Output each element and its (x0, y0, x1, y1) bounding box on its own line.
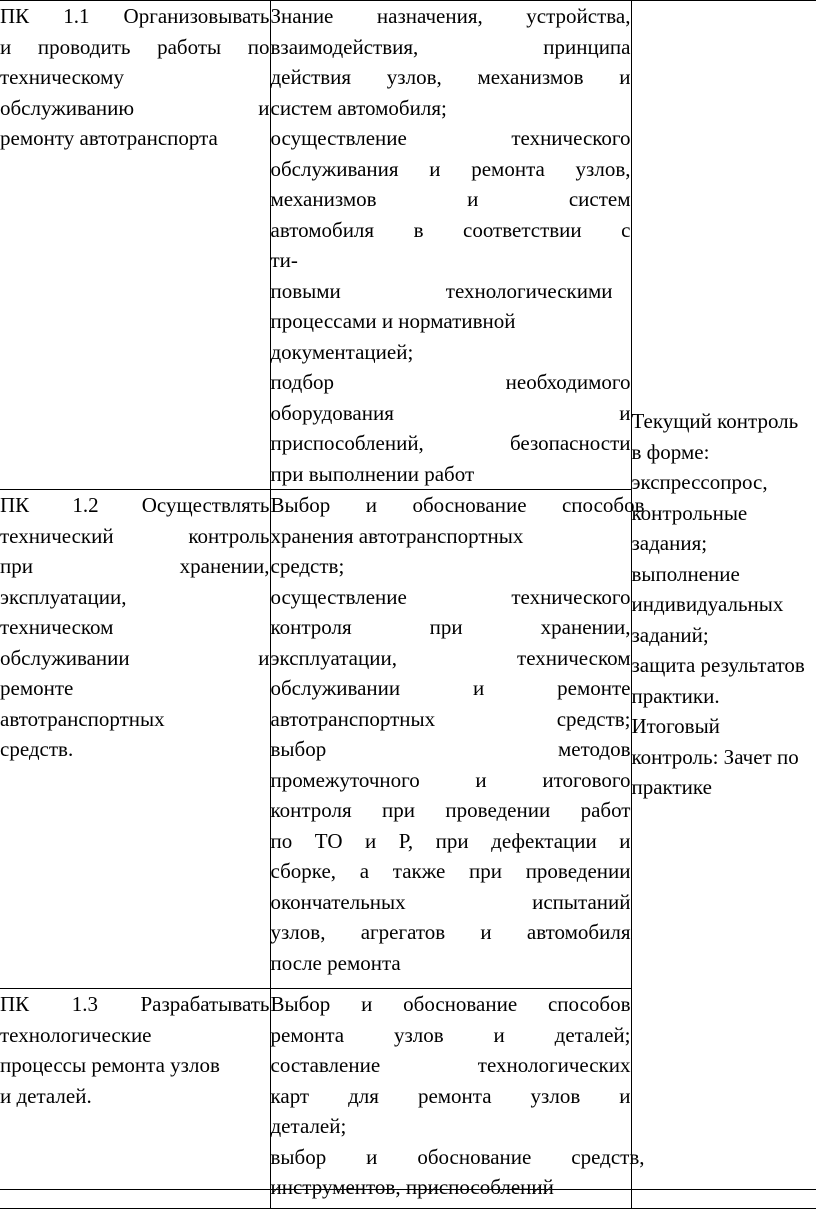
text-line: систем автомобиля; (270, 95, 447, 120)
text-line: в форме: (631, 439, 710, 464)
text-line: при выполнении работ (270, 461, 475, 486)
text-line: практики. (631, 683, 720, 708)
text-line: Знание назначения, устройства, (270, 4, 631, 28)
text-line: контрольные (631, 500, 748, 525)
text-line: экспрессопрос, (631, 470, 768, 495)
text-line: ремонте (0, 676, 74, 700)
text-line: автотранспортных (0, 706, 165, 731)
text-line: процессами и нормативной (270, 309, 516, 333)
text-line: практике (631, 775, 712, 800)
text-line: ПК 1.2 Осуществлять (0, 493, 270, 517)
text-line: Выбор и обоснование способов (270, 493, 645, 517)
text-line: ти- (270, 248, 298, 272)
text-line: при хранении, (0, 554, 270, 578)
content-cell-1 (270, 1, 631, 490)
text-line: контроля при проведении работ (270, 798, 631, 822)
text-line: техническом (0, 615, 114, 639)
text-line: составление технологических (270, 1053, 631, 1077)
text-line: и деталей. (0, 1083, 92, 1108)
text-line: хранения автотранспортных (270, 523, 524, 548)
bottom-rule (0, 1189, 816, 1190)
text-line: узлов, агрегатов и автомобиля (270, 920, 631, 944)
text-line: оборудования и (270, 400, 631, 425)
competency-cell-2 (0, 490, 270, 989)
text-line: контроль: Зачет по (631, 744, 799, 769)
text-line: обслуживании и ремонте (270, 676, 631, 700)
text-line: ПК 1.1 Организовывать (0, 4, 270, 28)
content-cell-2 (270, 490, 645, 989)
text-line: осуществление технического (270, 126, 631, 150)
text-line: повыми технологическими (270, 278, 613, 303)
text-line: технический контроль (0, 523, 270, 548)
text-line: после ремонта (270, 950, 401, 975)
text-line: Итоговый (631, 714, 720, 739)
control-cell (631, 1, 816, 1209)
text-line: обслуживания и ремонта узлов, (270, 156, 631, 181)
text-line: Текущий контроль (631, 409, 799, 434)
text-line: эксплуатации, техническом (270, 645, 631, 670)
content-cell-3 (270, 989, 645, 1209)
text-line: ремонту автотранспорта (0, 126, 218, 150)
text-line: выполнение (631, 561, 740, 586)
text-line: индивидуальных (631, 592, 784, 617)
text-line: средств. (0, 737, 74, 761)
text-line: деталей; (270, 1114, 347, 1138)
text-line: защита результатов (631, 653, 805, 678)
text-line: автомобиля в соответствии с (270, 217, 631, 242)
text-line: техническому (0, 65, 124, 89)
text-line: обслуживанию и (0, 95, 270, 120)
text-line: взаимодействия, принципа (270, 34, 631, 59)
text-line: средств; (270, 554, 345, 578)
table-row (0, 1, 816, 490)
text-line: приспособлений, безопасности (270, 431, 631, 455)
text-line: контроля при хранении, (270, 615, 631, 639)
text-line: действия узлов, механизмов и (270, 65, 631, 89)
text-line: инструментов, приспособлений (270, 1175, 554, 1199)
text-line: и проводить работы по (0, 34, 270, 59)
text-line: промежуточного и итогового (270, 767, 631, 792)
text-line: задания; (631, 531, 708, 556)
text-line: механизмов и систем (270, 187, 631, 211)
text-line: сборке, а также при проведении (270, 859, 631, 883)
text-line: подбор необходимого (270, 370, 631, 394)
text-line: заданий; (631, 622, 709, 647)
text-line: ремонта узлов и деталей; (270, 1022, 631, 1047)
text-line: окончательных испытаний (270, 889, 631, 914)
competency-cell-3 (0, 989, 270, 1209)
text-line: ПК 1.3 Разрабатывать (0, 992, 270, 1016)
competency-cell-1 (0, 1, 270, 490)
text-line: эксплуатации, (0, 584, 127, 609)
text-line: выбор и обоснование средств, (270, 1144, 645, 1169)
text-line: осуществление технического (270, 584, 631, 609)
text-line: по ТО и Р, при дефектации и (270, 828, 631, 853)
text-line: автотранспортных средств; (270, 706, 631, 731)
text-line: обслуживании и (0, 645, 270, 670)
text-line: процессы ремонта узлов (0, 1053, 220, 1077)
text-line: Выбор и обоснование способов (270, 992, 631, 1016)
text-line: выбор методов (270, 737, 631, 761)
text-line: карт для ремонта узлов и (270, 1083, 631, 1108)
text-line: технологические (0, 1022, 152, 1047)
text-line: документацией; (270, 339, 414, 364)
